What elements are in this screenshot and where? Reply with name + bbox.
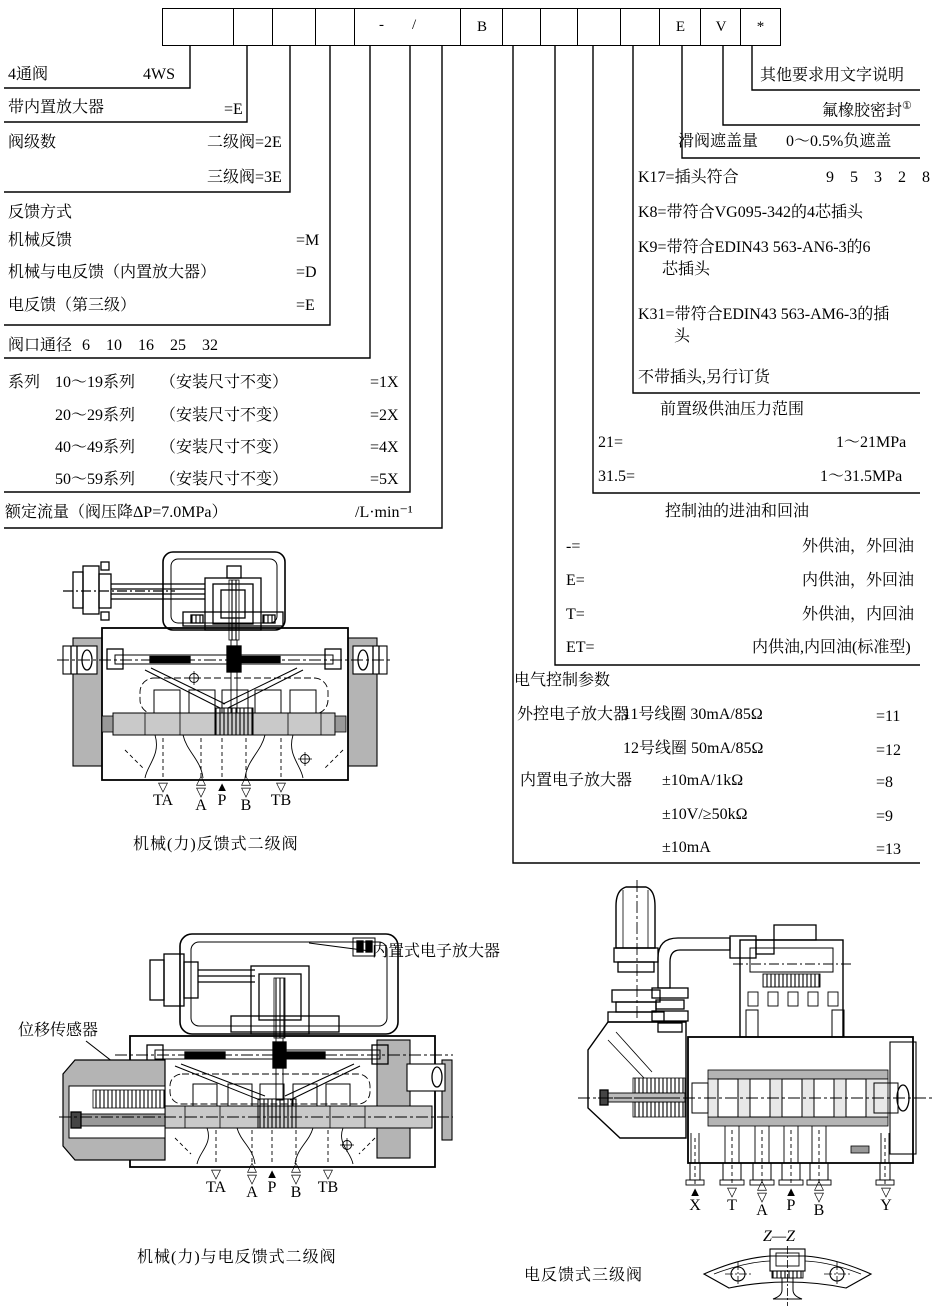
code-letter-b: B: [476, 18, 487, 35]
port-label: P: [217, 791, 227, 809]
code-box-13: [740, 8, 781, 46]
v3-port-y: [880, 1186, 892, 1215]
valve2-caption: 机械(力)与电反馈式二级阀: [137, 1249, 337, 1266]
code-box-9: [577, 8, 622, 46]
section-zz-drawing: [700, 1246, 878, 1306]
elec-10ma1k-code: =8: [876, 774, 894, 791]
plug-k17: K17=插头符合: [638, 169, 739, 186]
v3-port-x: [689, 1186, 702, 1215]
feedback-mech-elec-code: =D: [296, 264, 317, 281]
elec-coil12: 12号线圈 50mA/85Ω: [623, 740, 764, 757]
triangle-up-icon: △: [813, 1177, 824, 1192]
triangle-solid-icon: ▲: [265, 1166, 279, 1181]
valve3-drawing: [578, 880, 937, 1192]
port-label: TA: [205, 1178, 227, 1196]
elec-coil11-code: =11: [876, 708, 901, 725]
code-box-1: [162, 8, 235, 46]
triangle-down-icon: ▽: [275, 779, 286, 794]
pilot-315-label: 31.5=: [598, 468, 636, 485]
plug-k9-line1: K9=带符合EDIN43 563-AN6-3的6: [638, 239, 871, 256]
port-label: A: [756, 1201, 768, 1219]
v3-port-a: [756, 1179, 768, 1220]
pilot-pressure-title: 前置级供油压力范围: [660, 401, 805, 418]
elec-10ma: ±10mA: [662, 839, 711, 856]
series-2-note: （安装尺寸不变）: [160, 407, 289, 424]
series-5-code: =5X: [370, 471, 399, 488]
valve-type-code: 4WS: [143, 66, 175, 83]
code-box-4: [315, 8, 356, 46]
code-box-10: [620, 8, 661, 46]
series-4-range: 40～49系列: [55, 439, 136, 456]
v1-port-tb: [271, 781, 291, 810]
oil-3-label: T=: [566, 606, 585, 623]
triangle-up-icon: △: [196, 772, 206, 787]
flow-label: 额定流量（阀压降ΔP=7.0MPa）: [5, 504, 228, 521]
valve1-caption: 机械(力)反馈式二级阀: [133, 836, 299, 853]
seal-label: [822, 100, 912, 121]
builtin-amp-code: =E: [224, 101, 243, 118]
triangle-down-icon: ▽: [247, 1170, 257, 1186]
series-4-code: =4X: [370, 439, 399, 456]
v2-port-a: [246, 1161, 258, 1202]
feedback-mech: 机械反馈: [8, 232, 73, 249]
triangle-up-icon: △: [240, 772, 251, 787]
stages-opt-3e: 三级阀=3E: [207, 169, 282, 186]
port-label: X: [689, 1196, 701, 1214]
oil-2-label: E=: [566, 572, 585, 589]
valve3-caption: 电反馈式三级阀: [524, 1267, 644, 1284]
code-letter-v: V: [715, 18, 727, 35]
triangle-down-icon: ▽: [157, 779, 168, 794]
series-5-note: （安装尺寸不变）: [160, 471, 289, 488]
builtin-amp-label: 带内置放大器: [8, 99, 105, 116]
sensor-label: 位移传感器: [18, 1022, 99, 1039]
series-1-note: （安装尺寸不变）: [160, 374, 289, 391]
feedback-label: 反馈方式: [8, 204, 73, 221]
triangle-down-icon: ▽: [813, 1188, 824, 1204]
plug-k17-std: 9 5 3 2 8: [826, 169, 936, 186]
code-letter-e: E: [675, 18, 686, 35]
port-label: B: [290, 1183, 302, 1201]
plug-k31-line1: K31=带符合EDIN43 563-AM6-3的插: [638, 306, 890, 323]
footnote-mark: ①: [902, 100, 912, 112]
port-label: B: [240, 796, 252, 814]
stages-label: 阀级数: [8, 134, 57, 151]
port-label: B: [813, 1201, 825, 1219]
port-size-values: 6 10 16 25 32: [82, 337, 218, 354]
elec-coil12-code: =12: [876, 742, 902, 759]
port-label: A: [246, 1183, 258, 1201]
valve1-drawing: [55, 550, 395, 782]
valve2-drawing: [55, 928, 455, 1168]
v3-port-b: [814, 1179, 825, 1220]
amp-label: 内置式电子放大器: [372, 943, 501, 960]
triangle-down-icon: ▽: [210, 1166, 221, 1181]
port-label: TB: [317, 1178, 339, 1196]
stages-opt-2e: 二级阀=2E: [207, 134, 282, 151]
v2-port-tb: [318, 1168, 338, 1197]
code-box-2: [233, 8, 274, 46]
feedback-elec-code: =E: [296, 297, 315, 314]
series-5-range: 50～59系列: [55, 471, 136, 488]
triangle-up-icon: △: [757, 1177, 767, 1192]
v2-port-p: [266, 1168, 279, 1197]
pilot-315-value: 1～31.5MPa: [820, 468, 903, 485]
series-2-range: 20～29系列: [55, 407, 136, 424]
pilot-21-value: 1～21MPa: [836, 434, 907, 451]
triangle-down-icon: ▽: [757, 1188, 767, 1204]
v3-port-p: [785, 1186, 798, 1215]
oil-4-value: 内供油,内回油(标准型): [752, 639, 911, 656]
seal-text: 氟橡胶密封: [822, 102, 903, 120]
v1-port-b: [241, 774, 252, 815]
triangle-down-icon: ▽: [240, 783, 251, 799]
port-label: TB: [270, 791, 292, 809]
triangle-down-icon: ▽: [290, 1170, 301, 1186]
port-label: T: [727, 1196, 737, 1214]
oil-1-label: -=: [566, 538, 581, 555]
port-size-label: 阀口通径: [8, 337, 73, 354]
oil-title: 控制油的进油和回油: [665, 503, 810, 520]
triangle-up-icon: △: [290, 1159, 301, 1174]
code-letter-star: *: [756, 18, 765, 35]
series-label: 系列: [8, 374, 41, 391]
code-box-11: [659, 8, 702, 46]
series-1-range: 10～19系列: [55, 374, 136, 391]
port-label: P: [267, 1178, 277, 1196]
triangle-solid-icon: ▲: [215, 779, 229, 794]
code-box-12: [700, 8, 742, 46]
triangle-solid-icon: ▲: [688, 1184, 702, 1199]
code-box-7: [502, 8, 542, 46]
v1-port-p: [216, 781, 229, 810]
v3-port-t: [727, 1186, 737, 1215]
elec-title: 电气控制参数: [514, 672, 611, 689]
plug-k9-line2: 芯插头: [662, 261, 711, 278]
elec-10ma1k: ±10mA/1kΩ: [662, 772, 744, 789]
triangle-down-icon: ▽: [196, 783, 206, 799]
port-label: Y: [880, 1196, 892, 1214]
oil-3-value: 外供油，内回油: [802, 606, 915, 623]
elec-ext-amp-label: 外控电子放大器: [517, 706, 630, 723]
overlap-value: 0～0.5%负遮盖: [786, 133, 892, 150]
feedback-mech-elec: 机械与电反馈（内置放大器）: [8, 264, 217, 281]
flow-unit: /L·min⁻¹: [355, 504, 413, 521]
port-label: A: [195, 796, 207, 814]
oil-4-label: ET=: [566, 639, 595, 656]
code-slash: /: [412, 17, 417, 33]
elec-10ma-code: =13: [876, 841, 902, 858]
triangle-down-icon: ▽: [727, 1184, 737, 1199]
v1-port-ta: [153, 781, 173, 810]
oil-2-value: 内供油，外回油: [802, 572, 915, 589]
elec-10v-code: =9: [876, 808, 894, 825]
pilot-21-label: 21=: [598, 434, 624, 451]
overlap-label: 滑阀遮盖量: [678, 133, 759, 150]
code-box-6: [460, 8, 504, 46]
port-label: P: [786, 1196, 796, 1214]
code-box-3: [272, 8, 317, 46]
series-4-note: （安装尺寸不变）: [160, 439, 289, 456]
plug-k8: K8=带符合VG095-342的4芯插头: [638, 204, 864, 221]
series-2-code: =2X: [370, 407, 399, 424]
code-box-5: [354, 8, 462, 46]
v1-port-a: [195, 774, 207, 815]
code-dash: -: [379, 17, 384, 33]
other-req-label: 其他要求用文字说明: [760, 67, 905, 84]
triangle-solid-icon: ▲: [784, 1184, 798, 1199]
feedback-elec: 电反馈（第三级）: [8, 297, 137, 314]
v2-port-b: [291, 1161, 302, 1202]
v2-port-ta: [206, 1168, 226, 1197]
plug-k31-line2: 头: [674, 328, 691, 345]
oil-1-value: 外供油，外回油: [802, 538, 915, 555]
code-box-8: [540, 8, 579, 46]
series-1-code: =1X: [370, 374, 399, 391]
elec-10v: ±10V/≥50kΩ: [662, 806, 748, 823]
port-label: TA: [152, 791, 174, 809]
plug-none: 不带插头,另行订货: [638, 369, 771, 386]
feedback-mech-code: =M: [296, 232, 320, 249]
triangle-down-icon: ▽: [881, 1184, 891, 1199]
valve-type-label: 4通阀: [8, 66, 49, 83]
triangle-up-icon: △: [247, 1159, 257, 1174]
triangle-down-icon: ▽: [322, 1166, 333, 1181]
elec-coil11: 11号线圈 30mA/85Ω: [623, 706, 763, 723]
section-zz-label: Z—Z: [763, 1228, 796, 1245]
elec-int-amp-label: 内置电子放大器: [520, 772, 633, 789]
